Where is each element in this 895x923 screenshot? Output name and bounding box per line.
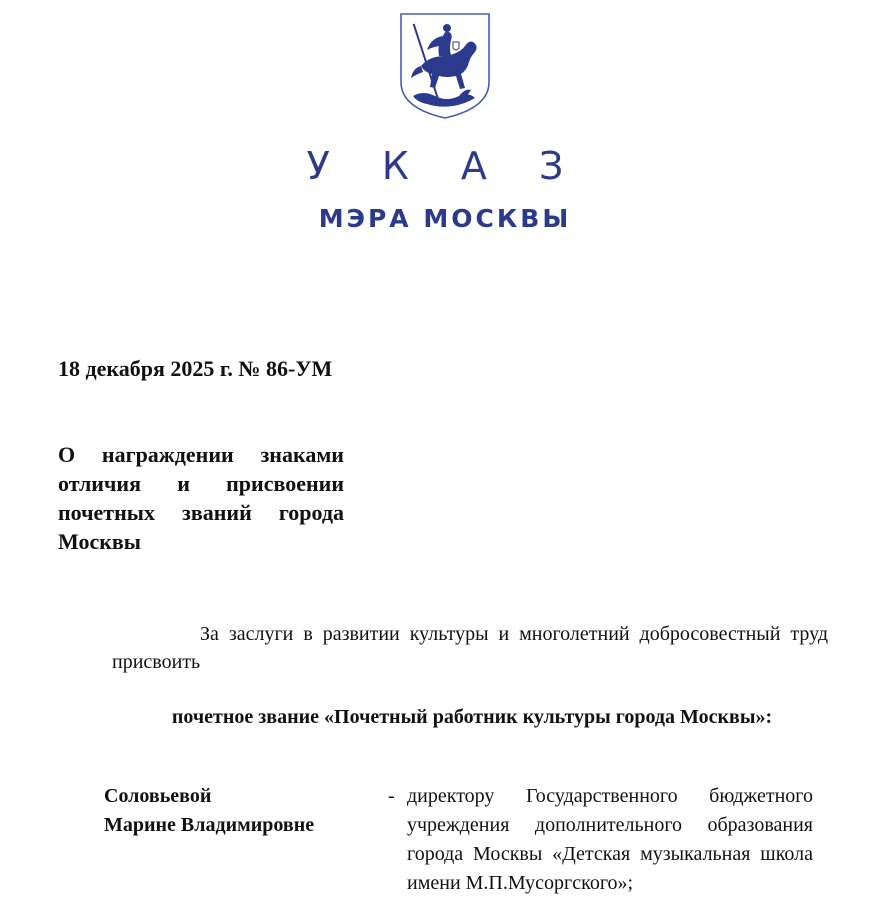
awardee-dash: -: [388, 785, 395, 807]
award-title: почетное звание «Почетный работник культуры города Москвы»:: [171, 706, 773, 728]
awardee-given-names: Марине Владимировне: [104, 814, 315, 836]
awardee-name: [104, 782, 314, 840]
decree-subject: О награждении знаками отличия и присвоении почетных званий города Москвы: [58, 442, 344, 554]
decree-subtitle: МЭРА МОСКВЫ: [318, 204, 572, 233]
date-number-line: 18 декабря 2025 г. № 86-УМ: [58, 356, 333, 381]
awardee-description: директору Государственного бюджетного учреждения дополнительного образования города Москвы «Детская музыкальная школа имени М.П.Мусоргского»;: [407, 785, 813, 894]
moscow-coat-of-arms-icon: [399, 12, 491, 120]
awardee-surname: Соловьевой: [104, 785, 212, 807]
preamble-paragraph: За заслуги в развитии культуры и многолетний добросовестный труд присвоить: [112, 623, 828, 673]
decree-title: У К А З: [306, 144, 584, 188]
